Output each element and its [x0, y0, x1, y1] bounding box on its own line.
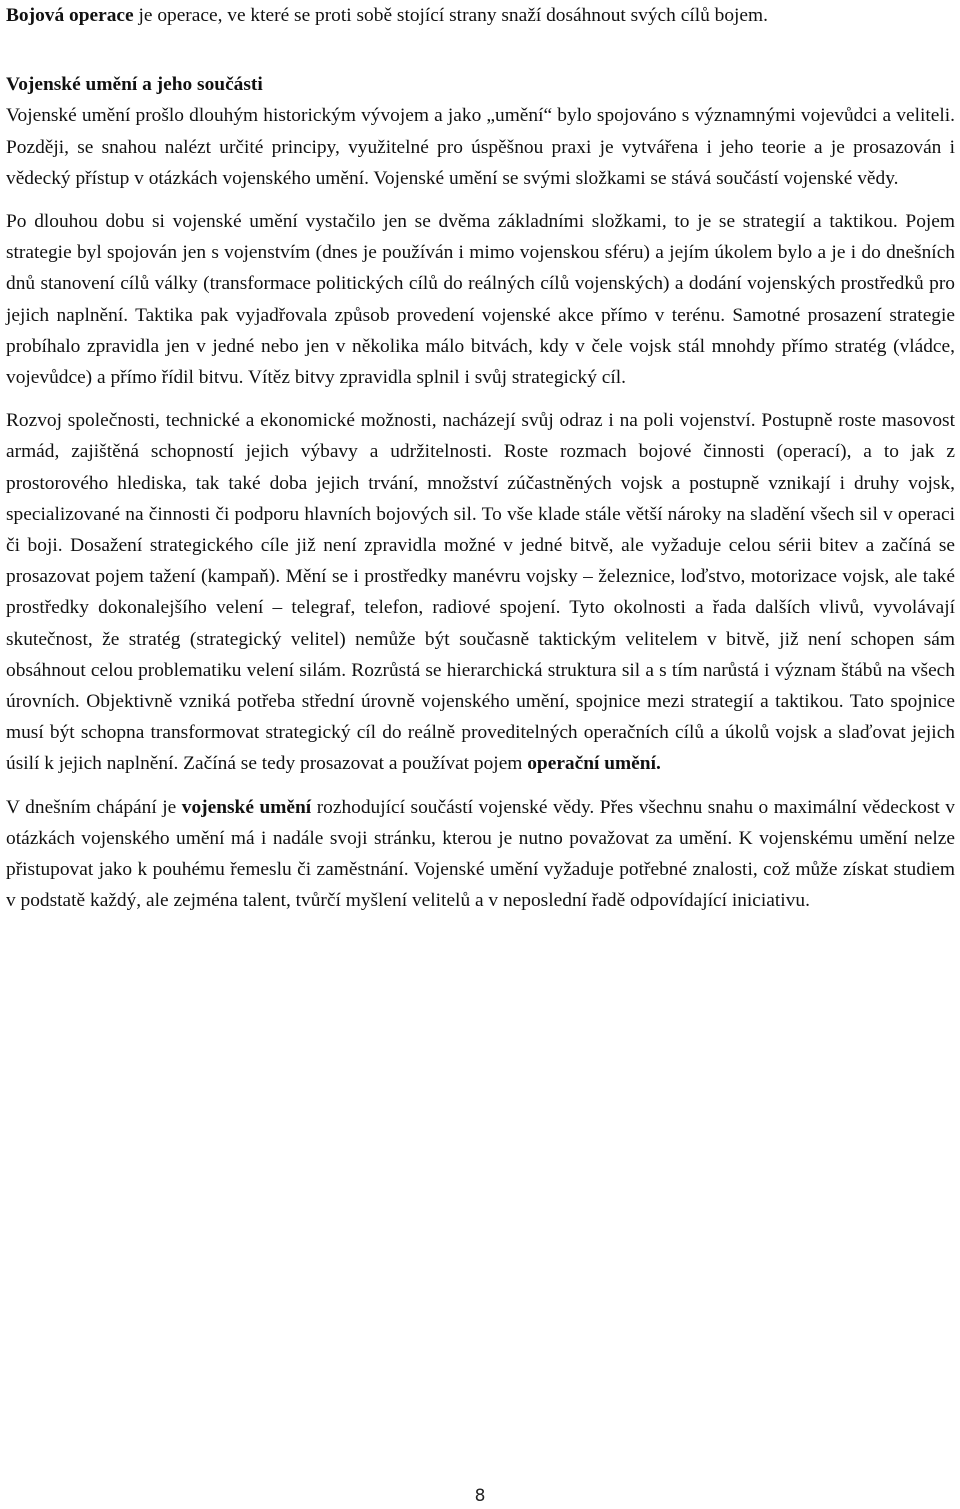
paragraph-modern-understanding	[6, 792, 955, 917]
paragraph-strategy-tactics: Po dlouhou dobu si vojenské umění vystačilo jen se dvěma základními složkami, to je se strategií a taktikou. Pojem strategie byl spojován jen s vojenstvím (dnes je používán i mimo vojenskou sféru) a jejím úkolem bylo a je i do dnešních dnů stanovení cílů války (transformace politických cílů do reálných cílů vojenských) a dodání vojenských prostředků pro jejich naplnění. Taktika pak vyjadřovala způsob provedení vojenské akce přímo v terénu. Samotné prosazení strategie probíhalo zpravidla jen v jedné nebo jen v několika málo bitvách, kdy v čele vojsk stál mnohdy přímo stratég (vládce, vojevůdce) a přímo řídil bitvu. Vítěz bitvy zpravidla splnil i svůj strategický cíl.	[6, 211, 955, 389]
intro-term: Bojová operace	[6, 5, 134, 26]
operational-art-term: operační umění.	[527, 753, 661, 775]
document-page	[6, 0, 955, 916]
paragraph-art-history: Vojenské umění prošlo dlouhým historickým vývojem a jako „umění“ bylo spojováno s významnými vojevůdci a veliteli. Později, se snahou nalézt určité principy, využitelné pro úspěšnou praxi je vytvářena i jeho teorie a je prosazován i vědecký přístup v otázkách vojenského umění. Vojenské umění se svými složkami se stává součástí vojenské vědy.	[6, 105, 955, 189]
paragraph-operational-art-text: Rozvoj společnosti, technické a ekonomické možnosti, nacházejí svůj odraz i na poli vojenství. Postupně roste masovost armád, zajištěná schopností jejich výbavy a udržitelnosti. Roste rozmach bojové činnosti (operací), a to jak z prostorového hlediska, tak také doba jejich trvání, množství zúčastněných vojsk a postupně vznikají i druhy vojsk, specializované na činnosti či podporu hlavních bojových sil. To vše klade stále větší nároky na sladění všech sil v operaci či boji. Dosažení strategického cíle již není zpravidla možné v jedné bitvě, ale vyžaduje celou sérii bitev a začíná se prosazovat pojem tažení (kampaň). Mění se i prostředky manévru vojsky – železnice, loďstvo, motorizace vojsk, ale také prostředky dokonalejšího velení – telegraf, telefon, radiové spojení. Tyto okolnosti a řada dalších vlivů, vyvolávají skutečnost, že stratég (strategický velitel) nemůže být současně taktickým velitelem v bitvě, již není schopen sám obsáhnout celou problematiku velení silám. Rozrůstá se hierarchická struktura sil a s tím narůstá i význam štábů na všech úrovních. Objektivně vzniká potřeba střední úrovně vojenského umění, spojnice mezi strategií a taktikou. Tato spojnice musí být schopna transformovat strategický cíl do reálně proveditelných operačních cílů a úkolů vojsk a slaďovat jejich úsilí k jejich naplnění. Začíná se tedy prosazovat a používat pojem	[6, 410, 955, 775]
military-art-term: vojenské umění	[181, 796, 312, 818]
page-number: 8	[474, 1486, 486, 1506]
section-heading: Vojenské umění a jeho součásti	[6, 74, 263, 96]
paragraph-modern-after: rozhodující součástí vojenské vědy. Přes všechnu snahu o maximální vědeckost v otázkách vojenského umění má i nadále svoji stránku, kterou je nutno považovat za umění. K vojenskému umění nelze přistupovat jako k pouhému řemeslu či zaměstnání. Vojenské umění vyžaduje potřebné znalosti, což může získat studiem v podstatě každý, ale zejména talent, tvůrčí myšlení velitelů a v neposlední řadě odpovídající iniciativu.	[6, 796, 955, 912]
intro-text: je operace, ve které se proti sobě stojící strany snaží dosáhnout svých cílů bojem.	[133, 5, 768, 26]
paragraph-modern-before: V dnešním chápání je	[6, 796, 182, 818]
paragraph-operational-art	[6, 405, 955, 779]
intro-paragraph	[6, 0, 955, 31]
